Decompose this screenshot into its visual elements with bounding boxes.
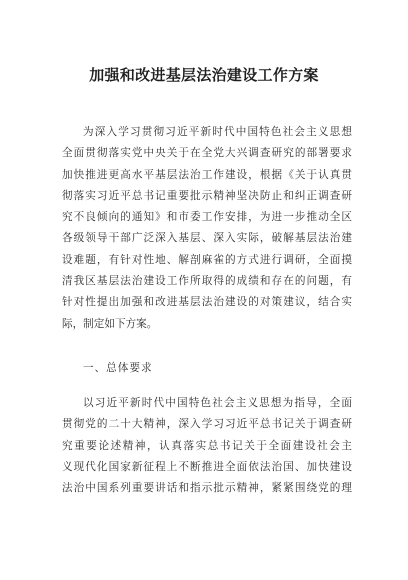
text-line: 究不良倾向的通知》和市委工作安排，为进一步推动全区: [62, 211, 352, 224]
text-line: 针对性提出加强和改进基层法治建设的对策建议，结合实: [62, 296, 352, 309]
text-line: 各级领导干部广泛深入基层、深入实际，破解基层法治建: [62, 232, 352, 245]
text-line: 法治中国系列重要讲话和指示批示精神，紧紧围绕党的理: [62, 482, 352, 495]
section-paragraph: [62, 393, 352, 499]
text-line: 为深入学习贯彻习近平新时代中国特色社会主义思想: [83, 126, 352, 138]
text-line: 义现代化国家新征程上不断推进全面依法治国、加快建设: [62, 460, 352, 473]
text-line: 加快推进更高水平基层法治工作建设，根据《关于认真贯: [62, 168, 352, 181]
text-line: 清我区基层法治建设工作所取得的成绩和存在的问题，有: [62, 275, 352, 288]
intro-paragraph: [62, 122, 352, 335]
text-line: 以习近平新时代中国特色社会主义思想为指导，全面: [83, 397, 352, 409]
text-line: 贯彻党的二十大精神，深入学习习近平总书记关于调查研: [62, 418, 352, 431]
document-title: 加强和改进基层法治建设工作方案: [89, 66, 319, 84]
section-heading: 一、总体要求: [83, 362, 153, 374]
text-line: 际，制定如下方案。: [62, 317, 158, 330]
text-line: 彻落实习近平总书记重要批示精神坚决防止和纠正调查研: [62, 189, 352, 202]
text-line: 设难题，有针对性地、解剖麻雀的方式进行调研，全面摸: [62, 253, 352, 266]
text-line: 究重要论述精神，认真落实总书记关于全面建设社会主: [62, 439, 352, 452]
text-line: 全面贯彻落实党中央关于在全党大兴调查研究的部署要求: [62, 147, 352, 160]
